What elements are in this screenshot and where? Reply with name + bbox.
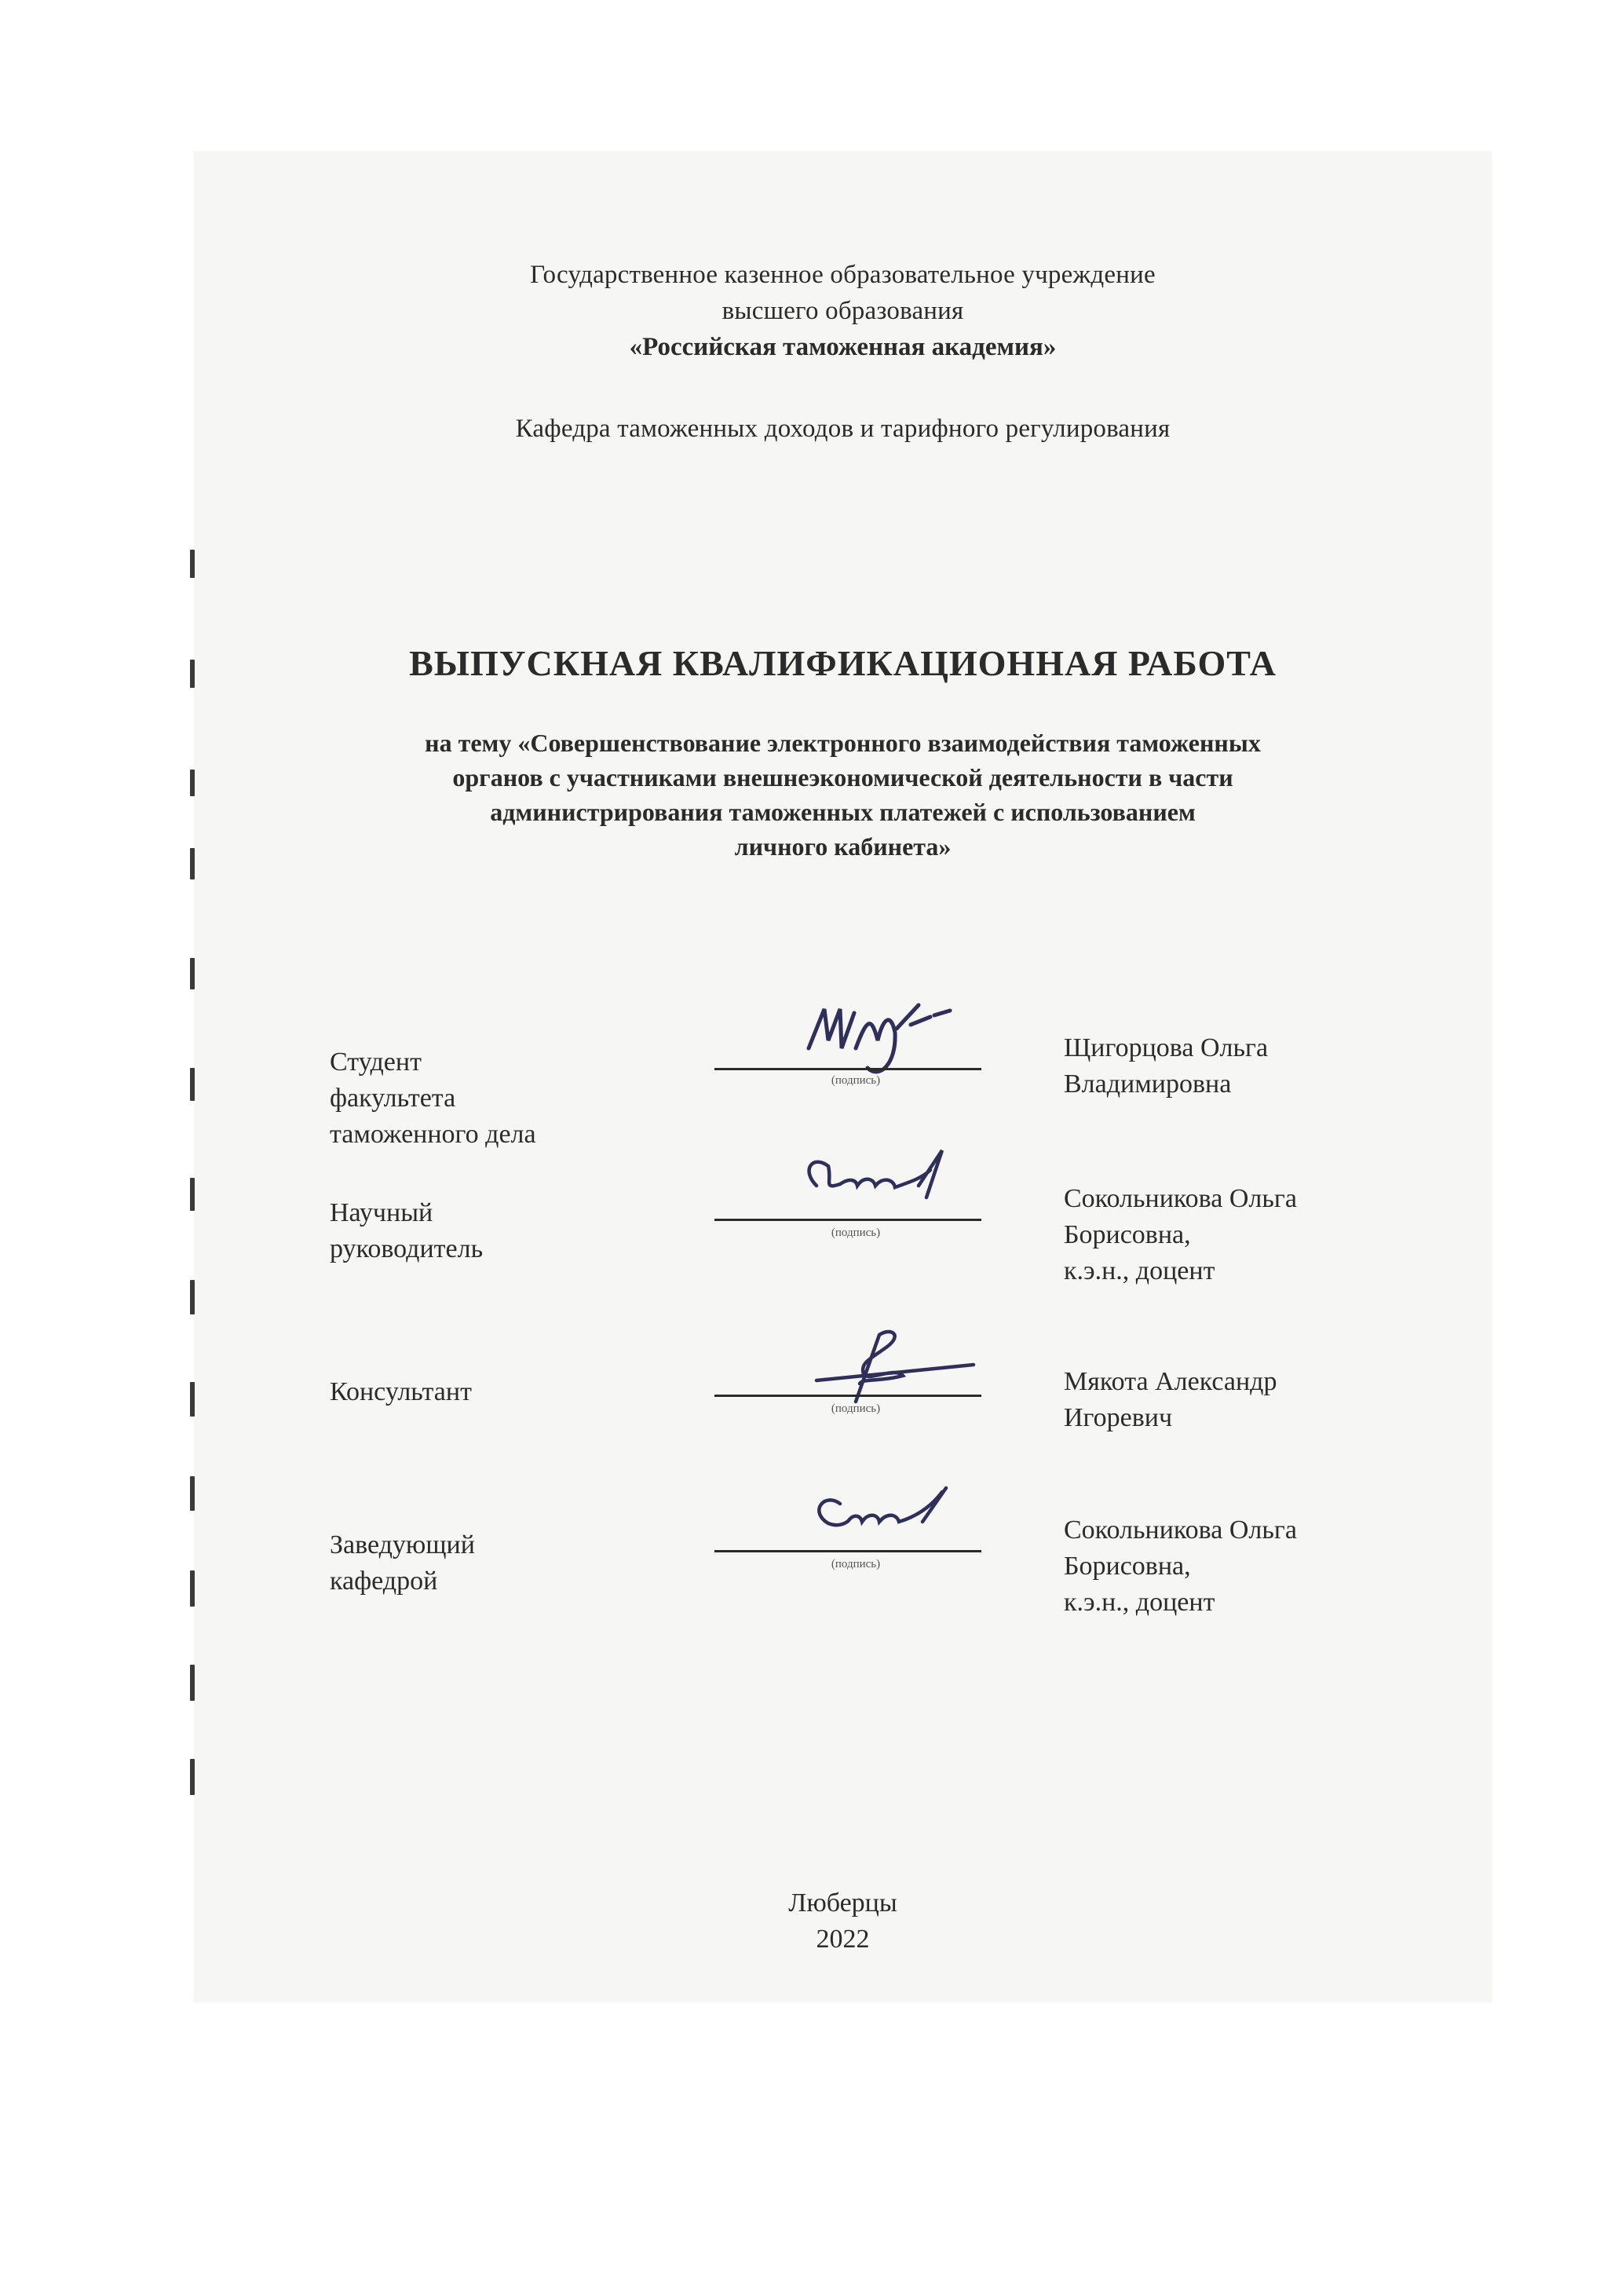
topic-line-2: органов с участниками внешнеэкономической деятельности в части [452, 763, 1233, 792]
city: Люберцы [788, 1888, 897, 1918]
topic-line-3: администрирования таможенных платежей с использованием [490, 798, 1196, 826]
name-line: Мякота Александр [1064, 1367, 1277, 1396]
label-line: таможенного дела [330, 1120, 536, 1149]
head-name [1064, 1512, 1297, 1621]
signature-caption: (подпись) [831, 1074, 881, 1087]
label-line: Заведующий [330, 1530, 475, 1559]
signature-caption: (подпись) [831, 1227, 881, 1239]
topic-line-4: личного кабинета» [734, 832, 952, 861]
year: 2022 [816, 1925, 870, 1954]
student-label [330, 1044, 536, 1153]
document-title: ВЫПУСКНАЯ КВАЛИФИКАЦИОННАЯ РАБОТА [409, 643, 1277, 683]
name-line: Сокольникова Ольга [1064, 1184, 1297, 1213]
head-signature [785, 1476, 989, 1555]
name-line: к.э.н., доцент [1064, 1588, 1215, 1617]
consultant-label [330, 1374, 472, 1410]
institution-line-1: Государственное казенное образовательное учреждение [530, 261, 1156, 289]
topic-line-1: на тему «Совершенствование электронного взаимодействия таможенных [425, 729, 1261, 757]
name-line: Борисовна, [1064, 1220, 1191, 1249]
label-line: факультета [330, 1084, 456, 1113]
department-name: Кафедра таможенных доходов и тарифного регулирования [515, 415, 1171, 443]
name-line: к.э.н., доцент [1064, 1256, 1215, 1285]
student-name [1064, 1030, 1268, 1102]
institution-name: «Российская таможенная академия» [629, 333, 1057, 361]
consultant-signature [785, 1327, 989, 1413]
signature-line [714, 1219, 981, 1221]
signature-line [714, 1550, 981, 1552]
label-line: Научный [330, 1198, 433, 1227]
name-line: Щигорцова Ольга [1064, 1033, 1269, 1062]
signature-caption: (подпись) [831, 1558, 881, 1570]
head-of-department-label [330, 1527, 475, 1600]
name-line: Сокольникова Ольга [1064, 1515, 1297, 1545]
advisor-name [1064, 1181, 1297, 1289]
label-line: Студент [330, 1047, 422, 1077]
name-line: Игоревич [1064, 1403, 1173, 1432]
name-line: Владимировна [1064, 1069, 1232, 1099]
signature-line [714, 1068, 981, 1070]
signature-caption: (подпись) [831, 1402, 881, 1415]
name-line: Борисовна, [1064, 1552, 1191, 1581]
student-signature [793, 993, 981, 1088]
label-line: кафедрой [330, 1567, 438, 1596]
institution-line-2: высшего образования [721, 297, 964, 325]
advisor-label [330, 1195, 483, 1267]
signature-line [714, 1395, 981, 1397]
consultant-name [1064, 1364, 1277, 1436]
advisor-signature [785, 1139, 989, 1225]
label-line: руководитель [330, 1234, 484, 1263]
label-line: Консультант [330, 1377, 472, 1406]
